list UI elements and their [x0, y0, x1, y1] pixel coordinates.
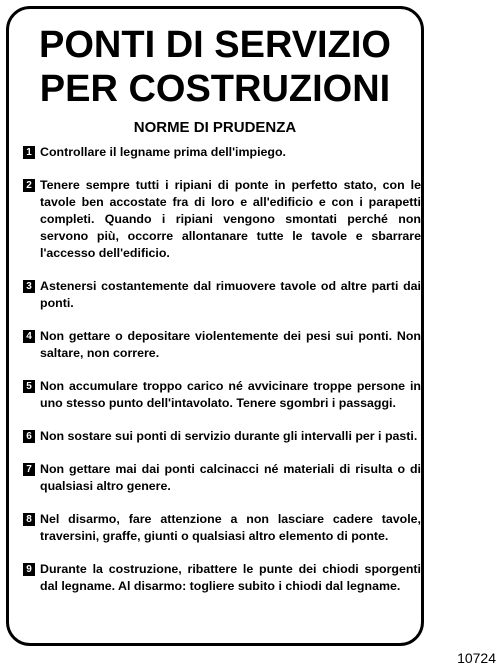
safety-sign — [6, 6, 424, 646]
rule-item — [23, 144, 421, 161]
rule-item — [23, 561, 421, 595]
sign-title-line-2: PER COSTRUZIONI — [39, 68, 391, 110]
rule-number-badge: 2 — [23, 179, 35, 192]
rule-number-badge: 1 — [23, 146, 35, 159]
rules-list — [23, 144, 421, 611]
rule-text: Non accumulare troppo carico né avvicinare troppe persone in uno stesso punto dell'intavolato. Tenere sgombri i passaggi. — [40, 379, 421, 410]
sign-subtitle: NORME DI PRUDENZA — [133, 119, 297, 136]
rule-text: Non gettare mai dai ponti calcinacci né materiali di risulta o di qualsiasi altro genere. — [40, 462, 421, 493]
rule-number-badge: 5 — [23, 380, 35, 393]
rule-text: Astenersi costantemente dal rimuovere tavole od altre parti dai ponti. — [40, 279, 421, 310]
product-code: 10724 — [457, 650, 496, 666]
rule-item — [23, 511, 421, 545]
rule-item — [23, 278, 421, 312]
sign-title-line-1: PONTI DI SERVIZIO — [39, 24, 391, 66]
rule-number-badge: 4 — [23, 330, 35, 343]
rule-item — [23, 378, 421, 412]
rule-item — [23, 177, 421, 262]
rule-text: Nel disarmo, fare attenzione a non lasciare cadere tavole, traversini, graffe, giunti o qualsiasi altro elemento di ponte. — [40, 512, 421, 543]
rule-number-badge: 9 — [23, 563, 35, 576]
rule-text: Durante la costruzione, ribattere le punte dei chiodi sporgenti dal legname. Al disarmo: togliere subito i chiodi dal legname. — [40, 562, 421, 593]
rule-text: Non sostare sui ponti di servizio durante gli intervalli per i pasti. — [40, 429, 418, 443]
rule-text: Tenere sempre tutti i ripiani di ponte in perfetto stato, con le tavole ben accostate fra di loro e all'edificio e con i parapetti completi. Quando i ripiani vengono smontati perché non servono più, occorre allontanare tutte le tavole e sbarrare l'accesso dell'edificio. — [40, 178, 421, 260]
rule-text: Controllare il legname prima dell'impiego. — [40, 145, 286, 159]
rule-number-badge: 7 — [23, 463, 35, 476]
rule-number-badge: 6 — [23, 430, 35, 443]
rule-item — [23, 328, 421, 362]
rule-number-badge: 3 — [23, 280, 35, 293]
rule-text: Non gettare o depositare violentemente dei pesi sui ponti. Non saltare, non correre. — [40, 329, 421, 360]
rule-item — [23, 428, 421, 445]
rule-number-badge: 8 — [23, 513, 35, 526]
rule-item — [23, 461, 421, 495]
